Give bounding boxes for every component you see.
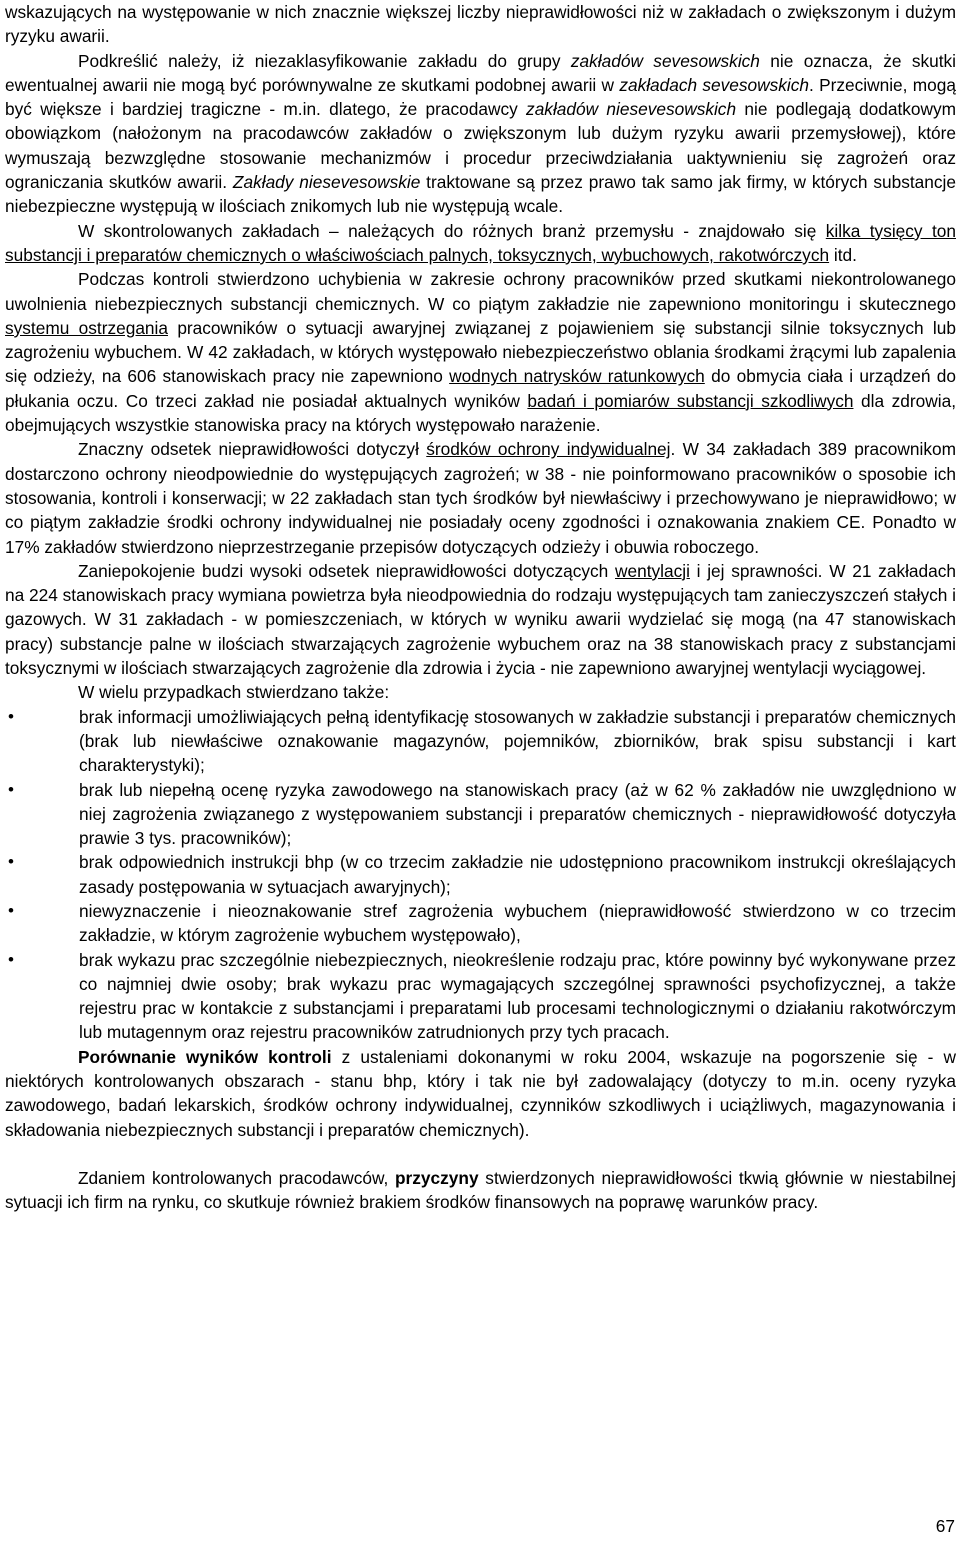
text-run: do obmycia ciała i urządzeń do płukania oczu. Co trzeci zakład nie posiadał aktualnych wyników: [5, 366, 956, 411]
underlined-term: kilka tysięcy ton substancji i preparatów chemicznych o właściwościach palnych, toksycznych, wybuchowych, rakotwórczych: [5, 220, 956, 265]
paragraph-substances: [5, 219, 956, 268]
paragraph-text: W wielu przypadkach stwierdzano także:: [78, 682, 390, 703]
text-run: Zaniepokojenie budzi wysoki odsetek nieprawidłowości dotyczących: [78, 560, 615, 581]
bullet-marker: •: [8, 949, 14, 969]
underlined-term: wodnych natrysków ratunkowych: [449, 366, 705, 387]
document-page: [5, 0, 956, 1215]
paragraph-causes: [5, 1166, 956, 1215]
text-run: Znaczny odsetek nieprawidłowości dotyczył: [78, 439, 427, 460]
text-run: z ustaleniami dokonanymi w roku 2004, wskazuje na pogorszenie się - w niektórych kontrolowanych obszarach - stanu bhp, który i tak nie był zadowalający (dotyczy to m.in. oceny ryzyka zawodowego, badań lekarskich, środków ochrony indywidualnej, czynników szkodliwych i uciążliwych, magazynowania i składowania niebezpiecznych substancji i preparatów chemicznych).: [5, 1046, 956, 1140]
text-run: itd.: [829, 244, 857, 265]
findings-list: [5, 705, 956, 1045]
text-run: i jej sprawności. W 21 zakładach na 224 stanowiskach pracy wymiana powietrza była nieodpowiednia do rodzaju występujących tam zanieczyszczeń stałych i gazowych. W 31 zakładach - w pomieszczeniach, w których w wyniku awarii wydzielać się mogą (na 47 stanowiskach pracy) substancje palne w ilościach stwarzających zagrożenie wybuchem oraz na 38 stanowiskach pracy z substancjami toksycznymi w ilościach stwarzających zagrożenie dla zdrowia i życia - nie zapewniono awaryjnej wentylacji wyciągowej.: [5, 560, 957, 679]
text-run: . W 34 zakładach 389 pracownikom dostarczono ochrony nieodpowiednie do występujących zagrożeń; w 38 - nie poinformowano pracowników o sposobie ich stosowania, kontroli i konserwacji; w 22 zakładach stan tych środków był niewłaściwy i przechowywano je nieprawidłowo; w co piątym zakładzie środki ochrony indywidualnej nie posiadały oceny zgodności i oznakowania znakiem CE. Ponadto w 17% zakładów stwierdzono nieprzestrzeganie przepisów dotyczących odzieży i obuwia roboczego.: [5, 439, 956, 557]
text-run: W skontrolowanych zakładach – należących do różnych branż przemysłu - znajdowało się: [78, 220, 826, 241]
text-run: Podkreślić należy, iż niezaklasyfikowanie zakładu do grupy: [78, 50, 571, 71]
italic-term: Zakłady niesevesowskie: [232, 172, 421, 193]
paragraph-text: wskazujących na występowanie w nich znacznie większej liczby nieprawidłowości niż w zakładach o zwiększonym i dużym ryzyku awarii.: [5, 2, 956, 47]
list-item-text: brak odpowiednich instrukcji bhp (w co trzecim zakładzie nie udostępniono pracownikom instrukcji określających zasady postępowania w sytuacjach awaryjnych);: [79, 852, 956, 897]
bullet-marker: •: [8, 900, 14, 920]
list-item: [5, 778, 956, 851]
text-run: dla zdrowia, obejmujących wszystkie stanowiska pracy na których występowało narażenie.: [5, 390, 956, 436]
text-run: traktowane są przez prawo tak samo jak firmy, w których substancje niebezpieczne występują w ilościach znikomych lub nie występują wcale.: [5, 172, 956, 217]
text-run: . Przeciwnie, mogą być większe i bardziej tragiczne - m.in. dlatego, że pracodawcy: [5, 74, 956, 120]
paragraph-comparison: [5, 1045, 956, 1142]
list-item-text: brak wykazu prac szczególnie niebezpiecznych, nieokreślenie rodzaju prac, które powinny być wykonywane przez co najmniej dwie osoby; brak wykazu prac wymagających szczególnej sprawności psychofizycznej, a także rejestru prac w kontakcie z substancjami i preparatami lub procesami technologicznymi o działaniu rakotwórczym lub mutagennym oraz rejestru pracowników zatrudnionych przy tych pracach.: [79, 949, 956, 1043]
underlined-term: wentylacji: [615, 560, 690, 581]
bullet-marker: •: [8, 852, 14, 872]
bullet-marker: •: [8, 706, 14, 726]
paragraph-protection: [5, 267, 956, 437]
list-item: [5, 705, 956, 778]
text-run: pracowników o sytuacji awaryjnej związanej z pojawieniem się substancji silnie toksycznych lub zagrożeniu wybuchem. W 42 zakładach, w których występowało niebezpieczeństwo oblania środkami żrącymi lub zapalenia się odzieży, na 606 stanowiskach pracy nie zapewniono: [5, 317, 956, 387]
underlined-term: badań i pomiarów substancji szkodliwych: [527, 390, 854, 411]
list-item-text: niewyznaczenie i nieoznakowanie stref zagrożenia wybuchem (nieprawidłowość stwierdzono w co trzecim zakładzie, w którym zagrożenie wybuchem występowało),: [79, 900, 956, 946]
paragraph-ppe: [5, 437, 956, 558]
paragraph-continuation: [5, 0, 956, 49]
underlined-term: systemu ostrzegania: [5, 317, 168, 338]
underlined-term: środków ochrony indywidualnej: [426, 439, 671, 460]
list-item-text: brak lub niepełną ocenę ryzyka zawodowego na stanowiskach pracy (aż w 62 % zakładów nie uwzględniono w niej zagrożenia związanego z występowaniem substancji i preparatów chemicznych - nieprawidłowość dotyczyła prawie 3 tys. pracowników);: [79, 779, 956, 849]
bold-term: Porównanie wyników kontroli: [78, 1046, 332, 1067]
text-run: stwierdzonych nieprawidłowości tkwią głównie w niestabilnej sytuacji ich firm na rynku, co skutkuje również brakiem środków finansowych na poprawę warunków pracy.: [5, 1167, 956, 1213]
italic-term: zakładach sevesowskich: [619, 74, 810, 95]
bullet-marker: •: [8, 779, 14, 799]
text-run: nie podlegają dodatkowym obowiązkom (nałożonym na pracodawców zakładów o zwiększonym lub dużym ryzyku awarii przemysłowej), które wymuszają bezwzględne stosowanie mechanizmów i procedur przeciwdziałania uaktywnieniu się zagrożeń oraz ograniczania skutków awarii.: [5, 99, 957, 193]
bold-term: przyczyny: [395, 1167, 479, 1188]
paragraph-ventilation: [5, 559, 956, 680]
list-item: [5, 948, 956, 1045]
text-run: Podczas kontroli stwierdzono uchybienia w zakresie ochrony pracowników przed skutkami niekontrolowanego uwolnienia niebezpiecznych substancji chemicznych. W co piątym zakładzie nie zapewniono monitoringu i skutecznego: [5, 269, 956, 314]
text-run: nie oznacza, że skutki ewentualnej awarii nie mogą być porównywalne ze skutkami podobnej awarii w: [5, 50, 956, 95]
list-item: [5, 850, 956, 899]
text-run: Zdaniem kontrolowanych pracodawców,: [78, 1167, 395, 1188]
italic-term: zakładów niesevesowskich: [526, 99, 737, 120]
italic-term: zakładów sevesowskich: [570, 50, 760, 71]
list-item: [5, 899, 956, 948]
list-item-text: brak informacji umożliwiających pełną identyfikację stosowanych w zakładzie substancji i preparatów chemicznych (brak lub niewłaściwe oznakowanie magazynów, pojemników, zbiorników, brak spisu substancji i kart charakterystyki);: [79, 706, 956, 776]
paragraph-list-intro: [5, 680, 956, 704]
paragraph-sevesowskie: [5, 49, 956, 219]
page-number: 67: [935, 1516, 955, 1536]
